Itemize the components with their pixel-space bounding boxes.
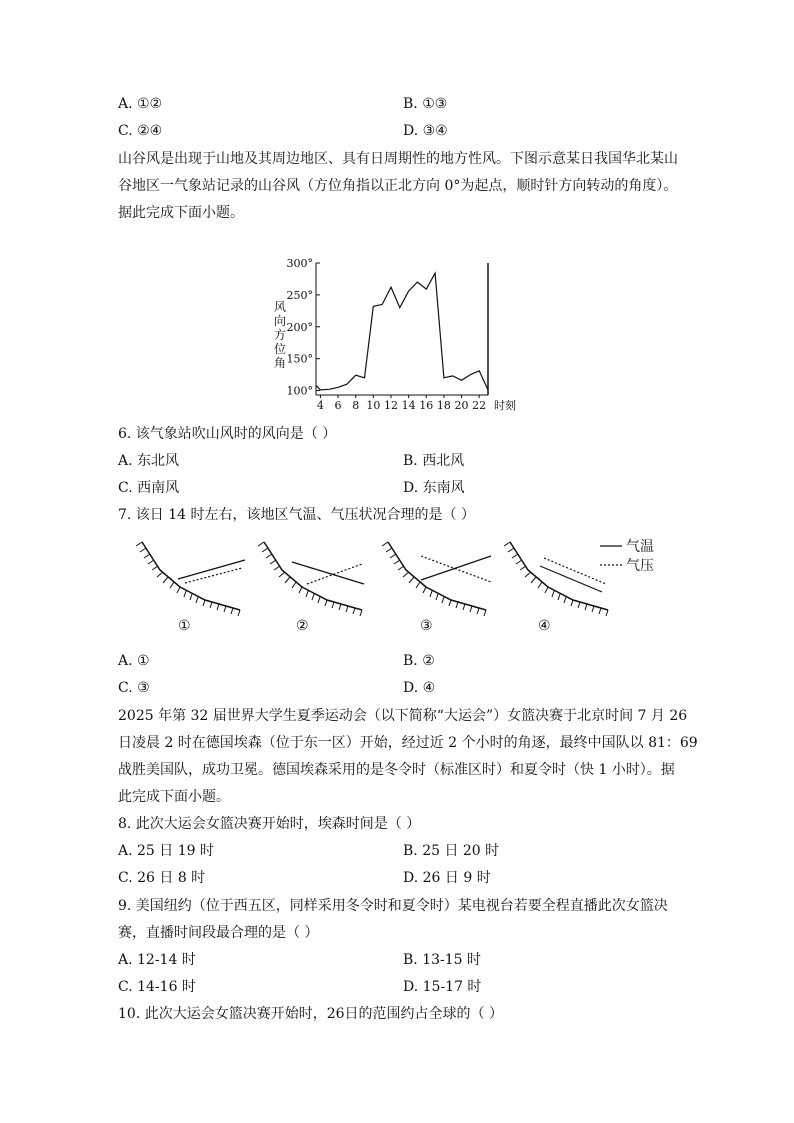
intro2-line3: 战胜美国队，成功卫冕。德国埃森采用的是冬令时（标准区时）和夏令时（快 1 小时）。据 — [118, 762, 675, 778]
y-tick-label: 100° — [286, 384, 313, 398]
q7-legend — [600, 539, 654, 574]
diagram-4 — [504, 542, 608, 634]
q9-stem-line1: 9. 美国纽约（位于西五区，同样采用冬令时和夏令时）某电视台若要全程直播此次女篮决 — [118, 898, 668, 914]
q6-option-b[interactable]: B. 西北风 — [403, 453, 465, 469]
q7-slope-diagrams — [130, 532, 670, 642]
diagram-3 — [382, 542, 491, 634]
intro2-line4: 此完成下面小题。 — [118, 789, 230, 805]
q8-stem: 8. 此次大运会女篮决赛开始时，埃森时间是（ ） — [118, 816, 421, 832]
x-tick-label: 16 — [419, 399, 434, 412]
q7-stem: 7. 该日 14 时左右，该地区气温、气压状况合理的是（ ） — [118, 507, 475, 523]
diagram-2 — [258, 542, 364, 634]
q8-option-c[interactable]: C. 26 日 8 时 — [118, 870, 206, 886]
intro1-line1: 山谷风是出现于山地及其周边地区、具有日周期性的地方性风。下图示意某日我国华北某山 — [118, 151, 678, 167]
q9-option-b[interactable]: B. 13-15 时 — [403, 952, 481, 968]
y-tick-label: 150° — [286, 352, 313, 366]
intro1-line2: 谷地区一气象站记录的山谷风（方位角指以正北方向 0°为起点，顺时针方向转动的角度）。 — [118, 178, 678, 194]
intro2-line2: 日凌晨 2 时在德国埃森（位于东一区）开始，经过近 2 个小时的角逐，最终中国队以 81：69 — [118, 735, 698, 751]
x-tick-label: 18 — [436, 399, 451, 412]
y-tick-label: 250° — [286, 288, 313, 302]
diagram-3-label: ③ — [420, 618, 433, 634]
q7-option-a[interactable]: A. ① — [118, 653, 150, 669]
q5-option-a[interactable]: A. ①② — [118, 96, 163, 112]
q7-option-c[interactable]: C. ③ — [118, 680, 150, 696]
diagram-4-label: ④ — [538, 618, 551, 634]
diagram-1-label: ① — [178, 618, 191, 634]
q8-option-a[interactable]: A. 25 日 19 时 — [118, 843, 214, 859]
q10-stem: 10. 此次大运会女篮决赛开始时，26日的范围约占全球的（ ） — [118, 1006, 503, 1022]
y-axis-label-char: 角 — [273, 356, 287, 370]
x-tick-label: 6 — [334, 399, 342, 412]
diagram-1 — [136, 542, 245, 634]
x-tick-label: 4 — [316, 399, 324, 412]
q5-option-b[interactable]: B. ①③ — [403, 96, 448, 112]
q6-option-d[interactable]: D. 东南风 — [403, 480, 465, 496]
q6-option-c[interactable]: C. 西南风 — [118, 480, 180, 496]
q7-option-b[interactable]: B. ② — [403, 653, 435, 669]
q9-stem-line2: 赛，直播时间段最合理的是（ ） — [118, 925, 319, 941]
q5-option-c[interactable]: C. ②④ — [118, 123, 163, 139]
legend-temperature: 气温 — [626, 539, 654, 555]
q6-stem: 6. 该气象站吹山风时的风向是（ ） — [118, 426, 337, 442]
x-tick-label: 14 — [401, 399, 416, 412]
q9-option-a[interactable]: A. 12-14 时 — [118, 952, 196, 968]
x-tick-label: 22 — [472, 399, 487, 412]
x-tick-label: 8 — [352, 399, 360, 412]
intro1-line3: 据此完成下面小题。 — [118, 205, 244, 221]
y-axis-label-char: 向 — [273, 314, 287, 328]
q6-option-a[interactable]: A. 东北风 — [118, 453, 180, 469]
q9-option-d[interactable]: D. 15-17 时 — [403, 979, 482, 995]
x-axis-label: 时刻 — [494, 399, 516, 412]
y-tick-label: 300° — [286, 257, 313, 270]
x-tick-label: 12 — [383, 399, 398, 412]
q7-option-d[interactable]: D. ④ — [403, 680, 436, 696]
q5-option-d[interactable]: D. ③④ — [403, 123, 448, 139]
x-tick-label: 20 — [454, 399, 469, 412]
q8-option-b[interactable]: B. 25 日 20 时 — [403, 843, 500, 859]
y-axis-label-char: 位 — [273, 342, 287, 356]
y-tick-label: 200° — [286, 320, 313, 334]
wind-direction-chart — [270, 255, 530, 425]
legend-pressure: 气压 — [626, 558, 654, 574]
x-tick-label: 10 — [366, 399, 381, 412]
y-axis-label-char: 风 — [273, 300, 287, 314]
q8-option-d[interactable]: D. 26 日 9 时 — [403, 870, 491, 886]
diagram-2-label: ② — [296, 618, 309, 634]
q9-option-c[interactable]: C. 14-16 时 — [118, 979, 196, 995]
wind-direction-series-line — [316, 273, 488, 390]
intro2-line1: 2025 年第 32 届世界大学生夏季运动会（以下简称“大运会”）女篮决赛于北京时间 7 月 26 — [118, 708, 688, 724]
y-axis-label-char: 方 — [273, 328, 287, 342]
